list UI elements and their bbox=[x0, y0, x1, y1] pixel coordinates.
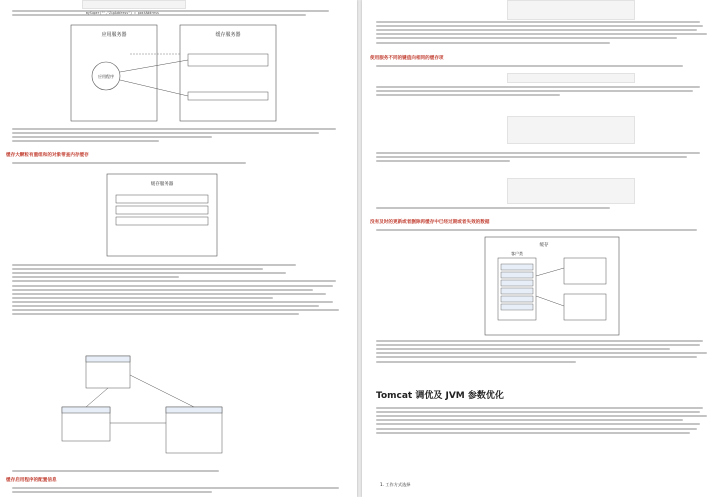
cache-row bbox=[501, 296, 533, 302]
text-line bbox=[12, 293, 326, 295]
text-line bbox=[12, 297, 273, 299]
text-line bbox=[376, 33, 707, 35]
section-heading: 没有及时的更新或者删除再缓存中已经过期或者失效的数据 bbox=[370, 220, 490, 225]
paragraph-block-3 bbox=[12, 262, 346, 317]
paragraph-block-r7 bbox=[376, 338, 710, 364]
uml-class-diagram bbox=[56, 355, 246, 465]
chapter-heading: Tomcat 调优及 JVM 参数优化 bbox=[376, 391, 504, 401]
text-line bbox=[12, 309, 339, 311]
section-heading: 缓存启用程序的配置信息 bbox=[6, 478, 57, 483]
code-block-1 bbox=[507, 0, 635, 20]
text-line bbox=[376, 37, 677, 39]
text-line bbox=[12, 280, 336, 282]
text-line bbox=[376, 361, 576, 363]
text-line bbox=[376, 415, 707, 417]
cache-expiry-diagram bbox=[484, 236, 620, 336]
text-line bbox=[12, 132, 319, 134]
text-line bbox=[376, 156, 687, 158]
app-server-label: 应用服务器 bbox=[101, 32, 127, 38]
text-line bbox=[12, 10, 329, 12]
paragraph-block-r4 bbox=[376, 150, 710, 164]
cache-row bbox=[116, 195, 208, 203]
text-line bbox=[376, 340, 703, 342]
text-line bbox=[376, 432, 690, 434]
text-line bbox=[376, 25, 703, 27]
paragraph-block-r3 bbox=[376, 84, 710, 98]
app-circle-label: 应用程序 bbox=[98, 74, 114, 79]
cache-row bbox=[116, 217, 208, 225]
text-line bbox=[12, 285, 333, 287]
text-line bbox=[376, 348, 670, 350]
text-line bbox=[12, 313, 299, 315]
text-line bbox=[376, 428, 697, 430]
cache-object-diagram bbox=[106, 173, 218, 257]
text-line bbox=[12, 268, 263, 270]
right-page bbox=[362, 0, 720, 497]
code-block-3 bbox=[507, 116, 635, 144]
text-line bbox=[376, 152, 700, 154]
cache-row bbox=[501, 304, 533, 310]
code-block-4 bbox=[507, 178, 635, 204]
text-line bbox=[376, 42, 610, 44]
text-line bbox=[376, 90, 693, 92]
text-line bbox=[12, 136, 212, 138]
paragraph-block-1 bbox=[12, 8, 346, 17]
text-line bbox=[12, 301, 333, 303]
text-line bbox=[12, 140, 159, 142]
text-line bbox=[12, 289, 313, 291]
text-line bbox=[376, 352, 707, 354]
section-heading: 缓存大颗粒有重组和的对象带查内存缓存 bbox=[6, 153, 89, 158]
text-line bbox=[376, 94, 560, 96]
uml-caption bbox=[12, 468, 346, 473]
text-line bbox=[12, 14, 306, 16]
text-line bbox=[376, 423, 700, 425]
text-line bbox=[376, 65, 683, 67]
text-line bbox=[12, 487, 339, 489]
paragraph-block-4 bbox=[12, 485, 346, 494]
text-line bbox=[376, 344, 700, 346]
cache-row bbox=[501, 272, 533, 278]
text-line bbox=[12, 305, 319, 307]
cache-row bbox=[501, 264, 533, 270]
cache-row bbox=[501, 288, 533, 294]
paragraph-block-r6 bbox=[376, 227, 710, 232]
paragraph-block-r8 bbox=[376, 405, 710, 435]
paragraph-heading-1 bbox=[12, 160, 346, 165]
text-line bbox=[12, 470, 219, 472]
cache-diagram-title: 缓存服务器 bbox=[150, 182, 174, 187]
cache-row bbox=[116, 206, 208, 214]
text-line bbox=[12, 276, 179, 278]
text-line bbox=[376, 207, 610, 209]
list-item bbox=[380, 482, 710, 487]
cache-server-label: 缓存服务器 bbox=[215, 32, 241, 38]
paragraph-block-r5 bbox=[376, 205, 710, 210]
left-page bbox=[0, 0, 357, 497]
cache-row bbox=[501, 280, 533, 286]
cache-diagram-title: 缓存 bbox=[539, 243, 549, 248]
text-line bbox=[376, 229, 697, 231]
client-class-label: 客户类 bbox=[511, 251, 523, 256]
text-line bbox=[12, 272, 286, 274]
uml-class-box bbox=[166, 407, 222, 453]
text-line bbox=[376, 86, 700, 88]
text-line bbox=[376, 419, 683, 421]
section-heading: 使用服务不同的键值向相同的缓存项 bbox=[370, 56, 444, 61]
text-line bbox=[12, 491, 212, 493]
code-line: mySuper("","ZipAddress") = postAddress bbox=[86, 11, 159, 16]
paragraph-block-r2 bbox=[376, 63, 710, 68]
text-line bbox=[376, 411, 700, 413]
paragraph-block-2 bbox=[12, 126, 346, 144]
text-line bbox=[12, 128, 336, 130]
text-line bbox=[376, 356, 697, 358]
text-line bbox=[376, 407, 703, 409]
list-item-text: 1. 工作方式选择 bbox=[380, 482, 411, 487]
text-line bbox=[376, 29, 697, 31]
code-block-2 bbox=[507, 73, 635, 83]
text-line bbox=[12, 264, 296, 266]
paragraph-block-r1 bbox=[376, 19, 710, 45]
text-line bbox=[376, 21, 700, 23]
text-line bbox=[376, 160, 510, 162]
cache-architecture-diagram bbox=[70, 24, 280, 124]
text-line bbox=[12, 162, 246, 164]
